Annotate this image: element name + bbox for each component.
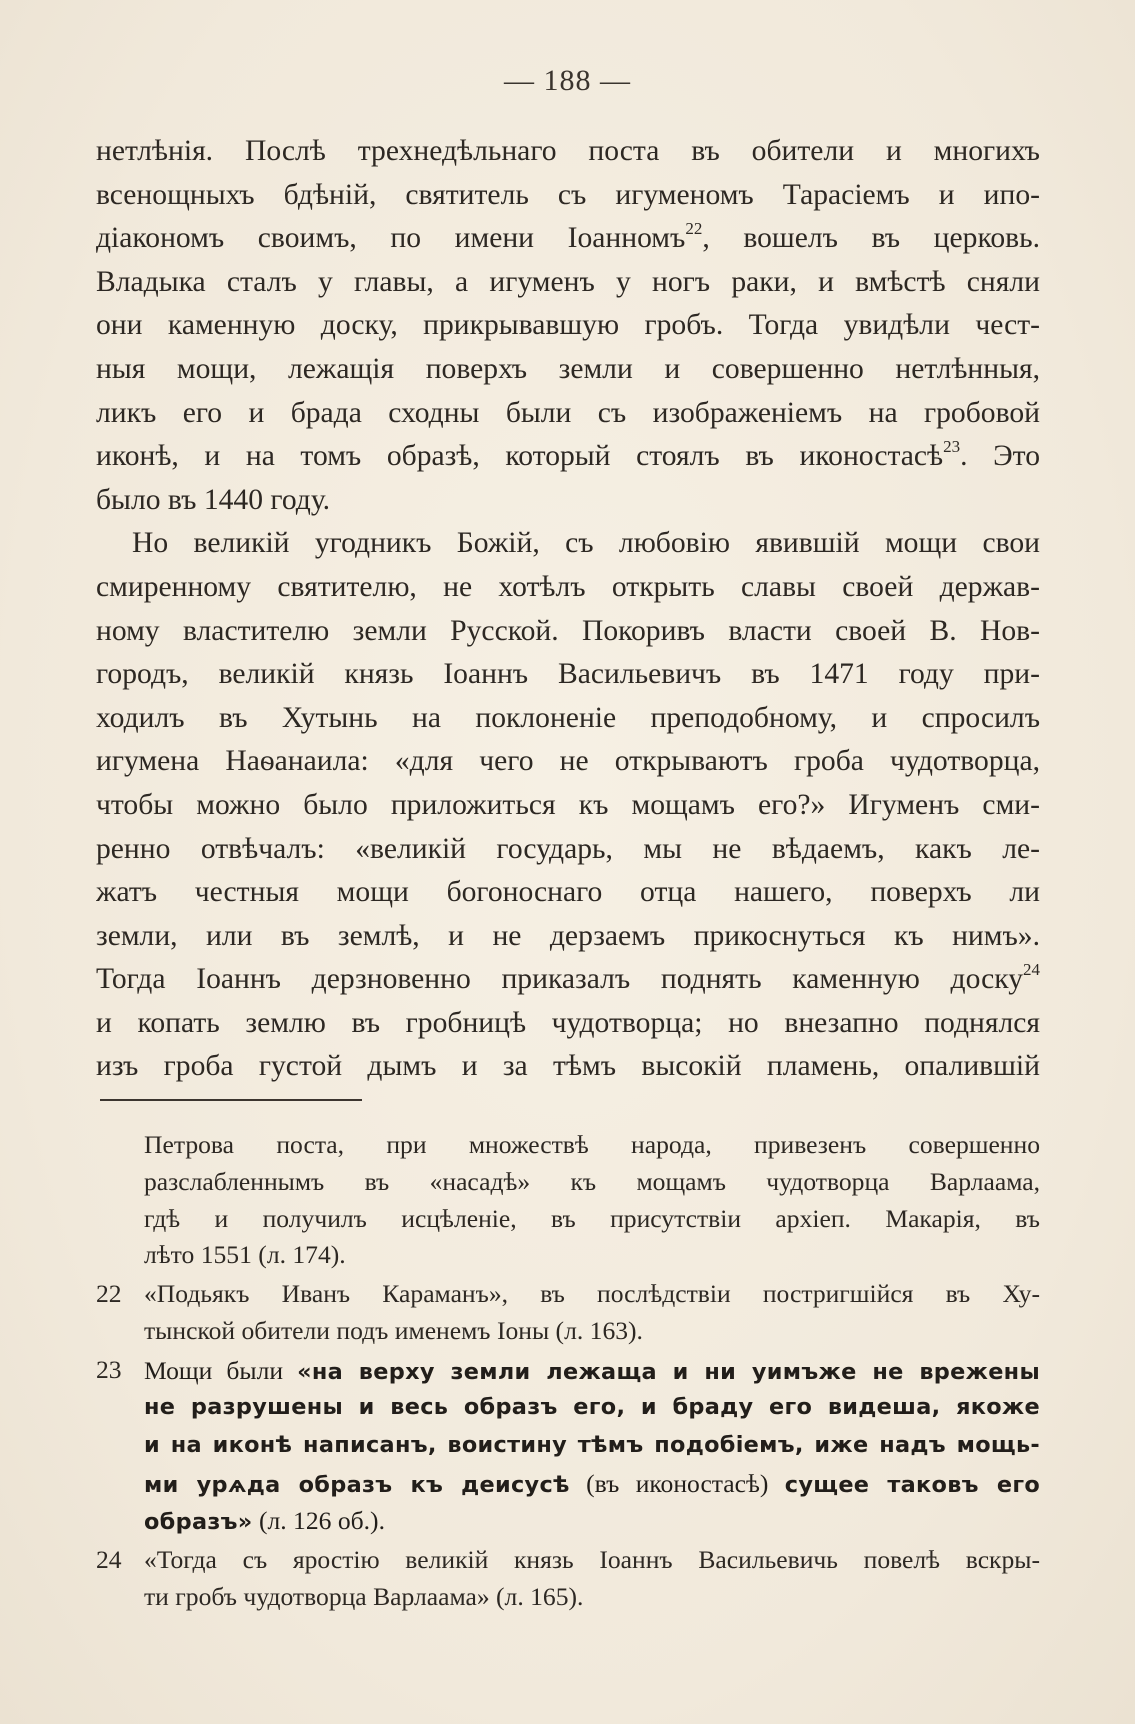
line-text: діакономъ своимъ, по имени Іоанномъ (96, 222, 686, 255)
footnote-line: тынской обители подъ именемъ Іоны (л. 163). (144, 1315, 643, 1345)
footnote-line: лѣто 1551 (л. 174). (144, 1240, 346, 1270)
line-text: Тогда Іоаннъ дерзновенно приказалъ поднять каменную доску (96, 963, 1023, 996)
text-line (96, 610, 1040, 654)
footnote-line: разслабленнымъ въ «насадѣ» къ мощамъ чудотворца Варлаама, (144, 1166, 1040, 1196)
line-text: смиренному святителю, не хотѣлъ открыть славы своей держав- (96, 570, 1040, 603)
line-text: земли, или въ землѣ, и не дерзаемъ прикоснуться къ нимъ». (96, 919, 1040, 952)
footnote-ref: 24 (1023, 960, 1040, 980)
text-line (96, 217, 1040, 261)
line-text: ныя мощи, лежащія поверхъ земли и совершенно нетлѣнныя, (96, 352, 1040, 385)
footnotes (96, 1127, 1040, 1615)
line-text: изъ гроба густой дымъ и за тѣмъ высокій пламень, опалившій (96, 1050, 1040, 1083)
text-line (96, 566, 1040, 610)
text-line (96, 828, 1040, 872)
line-text: ходилъ въ Хутынь на поклоненіе преподобному, и спросилъ (96, 701, 1040, 734)
footnote (96, 1127, 1040, 1274)
page-number: — 188 — (504, 64, 631, 97)
footnote-ref: 22 (685, 219, 703, 239)
line-text: иконѣ, и на томъ образѣ, который стоялъ въ иконостасѣ (96, 440, 944, 473)
text-line (96, 653, 1040, 697)
text-line (96, 261, 1040, 305)
text-line (96, 348, 1040, 392)
footnote-line: Петрова поста, при множествѣ народа, привезенъ совершенно (144, 1130, 1040, 1159)
church-slavonic-quote: «на верху земли лежаща и ни уимъже не врежены (297, 1358, 1040, 1385)
line-text-tail: , вошелъ въ церковь. (702, 222, 1040, 255)
footnote-line: гдѣ и получилъ исцѣленіе, въ присутствіи архіеп. Макарія, въ (144, 1203, 1040, 1233)
footnote-line (144, 1352, 1040, 1390)
line-text: городъ, великій князь Іоаннъ Васильевичъ въ 1471 году при- (96, 658, 1040, 691)
line-text: жатъ честныя мощи богоноснаго отца нашего, поверхъ ли (96, 876, 1040, 909)
footnote-number: 22 (96, 1279, 122, 1309)
footnote-line (144, 1427, 1040, 1465)
text-line (96, 522, 1040, 566)
footnote-text: (л. 126 об.). (252, 1506, 385, 1536)
text-line (96, 392, 1040, 436)
church-slavonic-quote: сущее таковъ его (784, 1471, 1040, 1498)
text-line (96, 915, 1040, 959)
text-line (96, 958, 1040, 1002)
text-line (96, 784, 1040, 828)
line-text-tail: . Это (960, 440, 1040, 473)
line-text: игумена Наѳанаила: «для чего не открываютъ гроба чудотворца, (96, 745, 1040, 778)
text-line (96, 1002, 1040, 1046)
footnote-line: «Подьякъ Иванъ Караманъ», въ послѣдствіи постригшійся въ Ху- (144, 1279, 1040, 1309)
church-slavonic-quote: и на иконѣ написанъ, воистину тѣмъ подобіемъ, иже надъ мощь- (144, 1431, 1040, 1458)
church-slavonic-quote: не разрушены и весь образъ его, и браду его видеша, якоже (144, 1394, 1040, 1421)
text-line (96, 479, 1040, 523)
church-slavonic-quote: ми урѧда образъ къ деисусѣ (144, 1471, 570, 1498)
line-text: чтобы можно было приложиться къ мощамъ его?» Игуменъ сми- (96, 788, 1040, 821)
line-text: и копать землю въ гробницѣ чудотворца; но внезапно поднялся (96, 1006, 1040, 1039)
footnote-line: ти гробъ чудотворца Варлаама» (л. 165). (144, 1581, 584, 1611)
footnote-number: 23 (96, 1354, 122, 1384)
footnote-text: (въ иконостасѣ) (569, 1468, 785, 1498)
text-line (96, 130, 1040, 174)
text-line (96, 871, 1040, 915)
text-line (96, 304, 1040, 348)
line-text: Но великій угодникъ Божій, съ любовію явившій мощи свои (132, 527, 1040, 560)
line-text: они каменную доску, прикрывавшую гробъ. Тогда увидѣли чест- (96, 309, 1040, 342)
line-text: ликъ его и брада сходны были съ изображеніемъ на гробовой (96, 396, 1040, 429)
line-text: было въ 1440 году. (96, 483, 331, 516)
footnote (96, 1352, 1040, 1540)
footnote-line (144, 1389, 1040, 1427)
text-line (96, 1045, 1040, 1089)
footnote-line (144, 1502, 1040, 1540)
line-text: нетлѣнія. Послѣ трехнедѣльнаго поста въ обители и многихъ (96, 135, 1040, 167)
footnote-number: 24 (96, 1544, 122, 1574)
footnote (96, 1542, 1040, 1616)
footnote-text: Мощи были (144, 1355, 298, 1385)
main-text (96, 130, 1040, 1089)
line-text: Владыка сталъ у главы, а игуменъ у ногъ раки, и вмѣстѣ сняли (96, 265, 1040, 298)
footnote-line (144, 1465, 1040, 1503)
church-slavonic-quote: образъ» (144, 1509, 253, 1536)
footnote-separator (100, 1099, 362, 1101)
text-line (96, 740, 1040, 784)
text-line (96, 174, 1040, 218)
footnote-line: «Тогда съ яростію великій князь Іоаннъ Васильевичь повелѣ вскры- (144, 1544, 1040, 1574)
text-line (96, 697, 1040, 741)
footnote-ref: 23 (943, 437, 961, 457)
line-text: всенощныхъ бдѣній, святитель съ игуменомъ Тарасіемъ и ипо- (96, 178, 1040, 211)
line-text: ренно отвѣчалъ: «великій государь, мы не вѣдаемъ, какъ ле- (96, 832, 1040, 865)
line-text: ному властителю земли Русской. Покоривъ власти своей В. Нов- (96, 614, 1040, 647)
text-line (96, 435, 1040, 479)
footnote (96, 1276, 1040, 1350)
